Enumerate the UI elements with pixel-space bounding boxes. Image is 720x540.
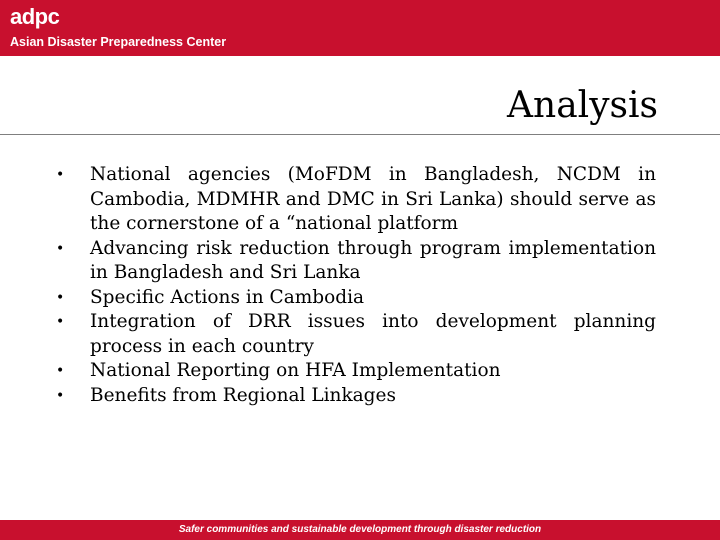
bullet-marker: • (56, 387, 65, 404)
bullet-item (56, 237, 656, 286)
bullet-item (56, 359, 656, 384)
bullet-text: Specific Actions in Cambodia (90, 286, 365, 308)
slide-title: Analysis (507, 85, 658, 126)
bullet-item (56, 286, 656, 311)
bullet-marker: • (56, 289, 65, 306)
bullet-text: Benefits from Regional Linkages (90, 384, 396, 406)
footer-band (0, 520, 720, 540)
bullet-text: National agencies (MoFDM in Bangladesh, NCDM in Cambodia, MDMHR and DMC in Sri Lanka) should serve as the cornerstone of a “national platform (90, 164, 656, 234)
bullet-text: National Reporting on HFA Implementation (90, 360, 501, 381)
bullet-marker: • (56, 240, 65, 257)
bullet-list (56, 163, 656, 408)
bullet-marker: • (56, 167, 65, 183)
bullet-item (56, 384, 656, 409)
bullet-marker: • (56, 314, 65, 330)
footer-tagline: Safer communities and sustainable development through disaster reduction (178, 524, 542, 535)
bullet-item (56, 310, 656, 359)
bullet-item (56, 163, 656, 237)
header-divider (0, 56, 720, 59)
header-band (0, 0, 720, 56)
bullet-marker: • (56, 363, 65, 379)
bullet-text: Integration of DRR issues into development planning process in each country (90, 311, 656, 357)
title-divider (0, 134, 720, 135)
adpc-logo: adpc (10, 4, 60, 29)
bullet-text: Advancing risk reduction through program implementation in Bangladesh and Sri Lanka (90, 237, 656, 283)
organization-name: Asian Disaster Preparedness Center (10, 35, 227, 49)
